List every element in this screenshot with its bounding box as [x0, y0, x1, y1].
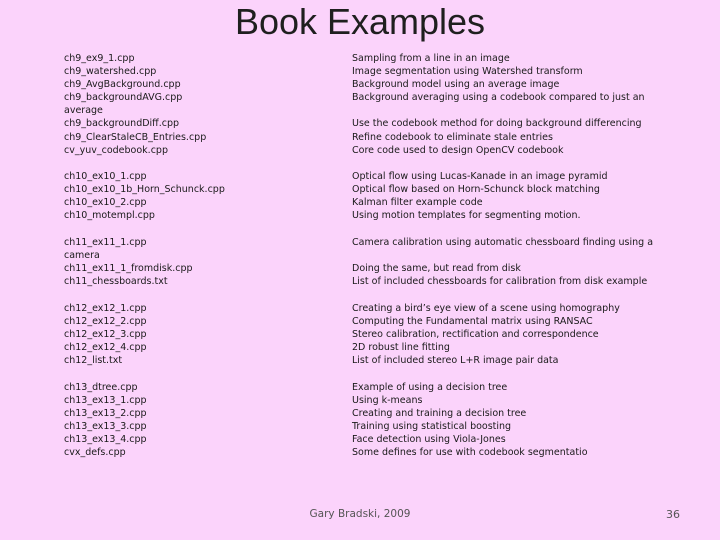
file-description: 2D robust line fitting [352, 342, 450, 354]
file-description: Sampling from a line in an image [352, 53, 510, 64]
file-list-ch12 [64, 302, 334, 367]
file-name: cv_yuv_codebook.cpp [64, 144, 168, 156]
file-description: List of included stereo L+R image pair data [352, 355, 559, 367]
file-description: Using motion templates for segmenting motion. [352, 210, 581, 222]
file-name: ch10_ex10_1.cpp [64, 171, 147, 182]
file-name: ch12_ex12_2.cpp [64, 316, 147, 328]
description-list-ch13 [352, 381, 682, 460]
file-description: Image segmentation using Watershed transform [352, 66, 583, 78]
file-description: Optical flow based on Horn-Schunck block matching [352, 184, 600, 196]
file-description: Core code used to design OpenCV codebook [352, 144, 564, 156]
description-list-ch12 [352, 302, 682, 367]
file-name: ch12_ex12_1.cpp [64, 303, 147, 314]
file-description [352, 249, 682, 262]
page-number: 36 [666, 508, 680, 521]
file-description: Background model using an average image [352, 79, 560, 91]
file-description: Background averaging using a codebook compared to just an [352, 92, 645, 104]
description-list-ch9 [352, 52, 682, 157]
file-name: camera [64, 250, 100, 262]
file-name: cvx_defs.cpp [64, 447, 126, 459]
file-description: Some defines for use with codebook segmentatio [352, 447, 588, 459]
file-list-ch11 [64, 236, 334, 288]
file-name: ch9_watershed.cpp [64, 66, 157, 78]
file-name: ch13_ex13_3.cpp [64, 421, 147, 433]
file-description [352, 104, 682, 117]
file-description: List of included chessboards for calibration from disk example [352, 276, 648, 288]
file-list-ch9 [64, 52, 334, 157]
file-name: ch11_chessboards.txt [64, 276, 168, 288]
file-name: ch9_AvgBackground.cpp [64, 79, 181, 91]
description-list-ch11 [352, 236, 682, 288]
slide-title: Book Examples [234, 1, 486, 42]
file-description: Doing the same, but read from disk [352, 263, 521, 275]
file-name: ch12_list.txt [64, 355, 123, 367]
file-name: ch9_backgroundAVG.cpp [64, 92, 183, 104]
description-list-ch10 [352, 170, 682, 222]
file-description: Using k-means [352, 395, 423, 407]
file-description: Computing the Fundamental matrix using RANSAC [352, 316, 593, 328]
file-name: ch9_ex9_1.cpp [64, 53, 135, 64]
file-name: ch12_ex12_3.cpp [64, 329, 147, 341]
file-name: ch13_ex13_2.cpp [64, 408, 147, 420]
file-name: ch11_ex11_1.cpp [64, 237, 147, 248]
file-name: ch13_ex13_4.cpp [64, 434, 147, 446]
file-name: ch13_ex13_1.cpp [64, 395, 147, 407]
file-name: ch9_ClearStaleCB_Entries.cpp [64, 131, 207, 143]
file-description: Face detection using Viola-Jones [352, 434, 506, 446]
file-description: Camera calibration using automatic chessboard finding using a [352, 237, 654, 248]
file-description: Use the codebook method for doing background differencing [352, 118, 642, 130]
footer-author: Gary Bradski, 2009 [309, 508, 411, 520]
file-description: Creating and training a decision tree [352, 408, 527, 420]
file-description: Stereo calibration, rectification and correspondence [352, 329, 599, 341]
file-name: ch10_motempl.cpp [64, 210, 155, 222]
file-name: ch10_ex10_2.cpp [64, 197, 147, 209]
file-list-ch13 [64, 381, 334, 460]
file-list-ch10 [64, 170, 334, 222]
file-name: ch9_backgroundDiff.cpp [64, 118, 180, 130]
file-description: Training using statistical boosting [352, 421, 512, 433]
file-description: Refine codebook to eliminate stale entries [352, 131, 553, 143]
file-name: average [64, 105, 103, 117]
file-description: Creating a bird’s eye view of a scene using homography [352, 303, 620, 314]
file-description: Optical flow using Lucas-Kanade in an image pyramid [352, 171, 608, 182]
file-description: Example of using a decision tree [352, 382, 508, 393]
file-name: ch10_ex10_1b_Horn_Schunck.cpp [64, 184, 225, 196]
file-name: ch11_ex11_1_fromdisk.cpp [64, 263, 193, 275]
file-name: ch12_ex12_4.cpp [64, 342, 147, 354]
file-description: Kalman filter example code [352, 197, 483, 209]
file-name: ch13_dtree.cpp [64, 382, 138, 393]
